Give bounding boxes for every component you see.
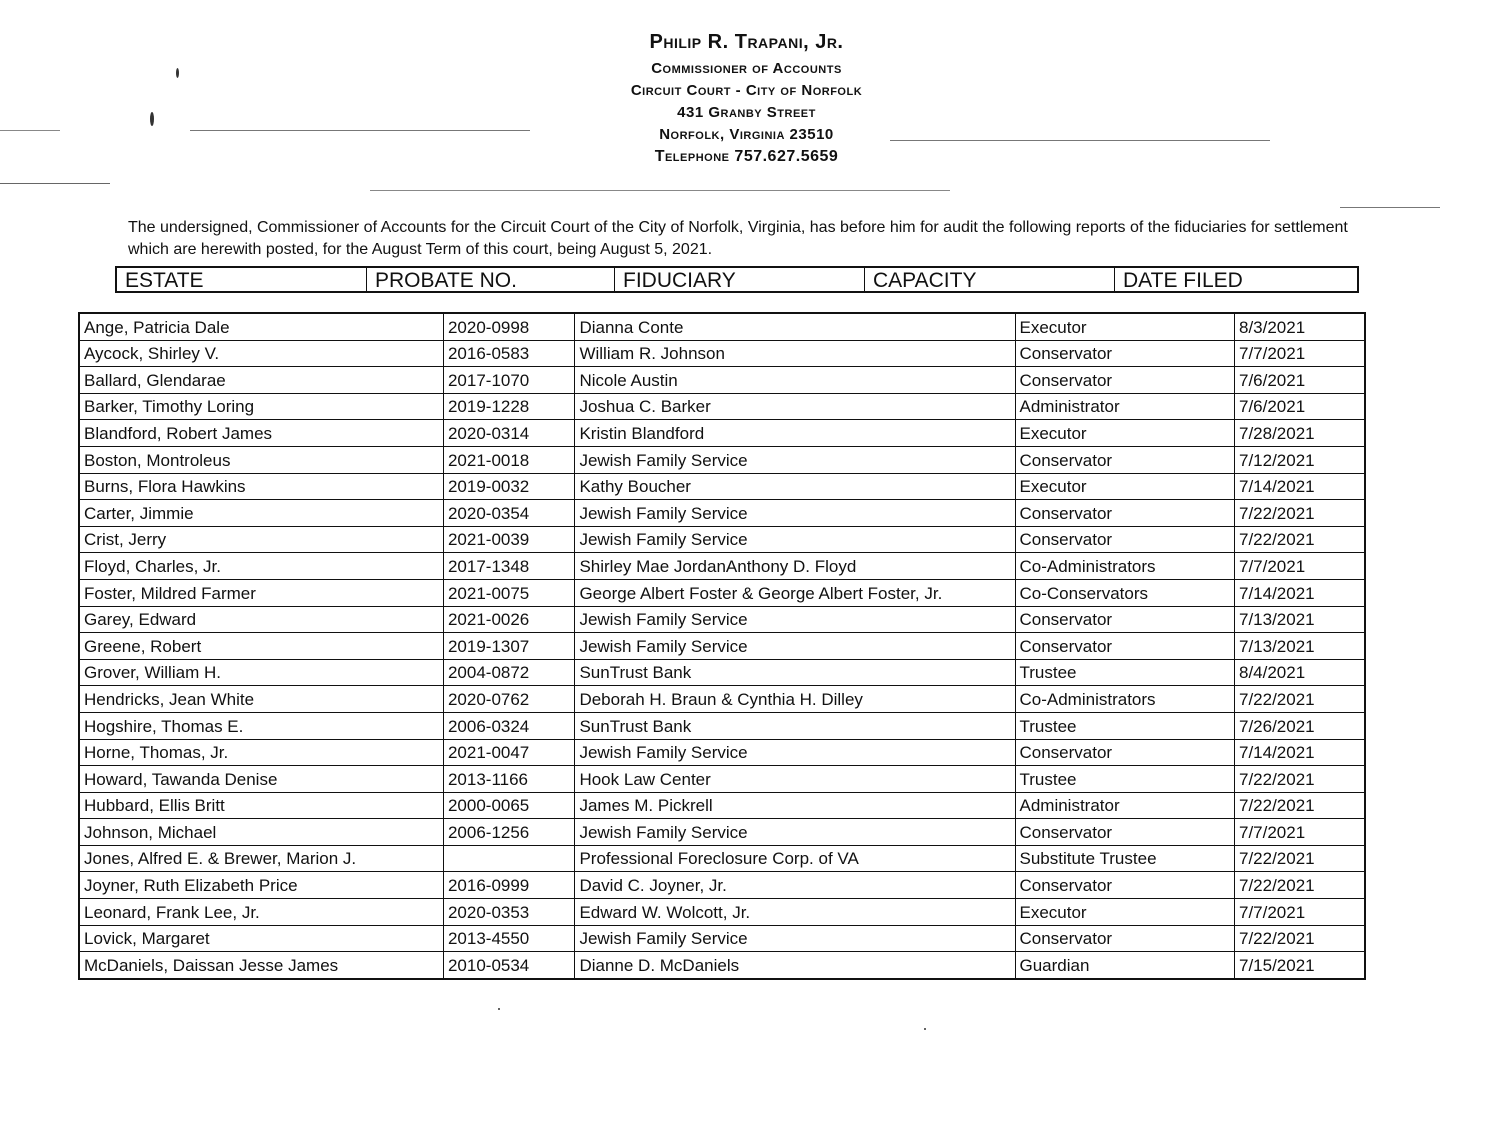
probate-no-cell: 2013-4550 bbox=[443, 925, 574, 952]
table-row bbox=[79, 606, 1365, 633]
probate-no-cell: 2006-0324 bbox=[443, 712, 574, 739]
scan-speck bbox=[924, 1028, 926, 1030]
date-filed-cell: 7/14/2021 bbox=[1235, 739, 1366, 766]
scan-speck bbox=[498, 1008, 500, 1010]
table-row bbox=[79, 420, 1365, 447]
capacity-cell: Conservator bbox=[1015, 526, 1235, 553]
probate-no-cell: 2021-0047 bbox=[443, 739, 574, 766]
fiduciary-cell: Jewish Family Service bbox=[575, 633, 1015, 660]
scan-artifact-line bbox=[370, 190, 950, 191]
probate-no-cell: 2021-0039 bbox=[443, 526, 574, 553]
table-row bbox=[79, 686, 1365, 713]
capacity-cell: Conservator bbox=[1015, 606, 1235, 633]
fiduciary-cell: Kristin Blandford bbox=[575, 420, 1015, 447]
date-filed-cell: 7/22/2021 bbox=[1235, 766, 1366, 793]
capacity-cell: Executor bbox=[1015, 473, 1235, 500]
header-estate: ESTATE bbox=[117, 268, 367, 291]
date-filed-cell: 7/22/2021 bbox=[1235, 526, 1366, 553]
table-row bbox=[79, 659, 1365, 686]
header-probate-no: PROBATE NO. bbox=[367, 268, 615, 291]
date-filed-cell: 7/7/2021 bbox=[1235, 340, 1366, 367]
estate-cell: Burns, Flora Hawkins bbox=[79, 473, 443, 500]
probate-no-cell: 2017-1348 bbox=[443, 553, 574, 580]
fiduciary-cell: Jewish Family Service bbox=[575, 500, 1015, 527]
commissioner-name: Philip R. Trapani, Jr. bbox=[649, 31, 844, 53]
capacity-cell: Conservator bbox=[1015, 819, 1235, 846]
scan-artifact-line bbox=[0, 183, 110, 184]
intro-paragraph: The undersigned, Commissioner of Accounts for the Circuit Court of the City of Norfolk, Virginia, has before him for audit the following reports of the fiduciaries for settlement which are herewith posted, for the August Term of this court, being August 5, 2021. bbox=[128, 219, 1348, 258]
capacity-cell: Co-Administrators bbox=[1015, 686, 1235, 713]
fiduciary-cell: Dianne D. McDaniels bbox=[575, 952, 1015, 979]
estate-cell: Lovick, Margaret bbox=[79, 925, 443, 952]
fiduciary-cell: SunTrust Bank bbox=[575, 712, 1015, 739]
date-filed-cell: 7/22/2021 bbox=[1235, 686, 1366, 713]
estate-cell: Ange, Patricia Dale bbox=[79, 313, 443, 340]
capacity-cell: Conservator bbox=[1015, 872, 1235, 899]
table-row bbox=[79, 553, 1365, 580]
estate-cell: McDaniels, Daissan Jesse James bbox=[79, 952, 443, 979]
estate-cell: Aycock, Shirley V. bbox=[79, 340, 443, 367]
header-fiduciary: FIDUCIARY bbox=[615, 268, 865, 291]
table-row bbox=[79, 792, 1365, 819]
commissioner-title: Commissioner of Accounts bbox=[651, 60, 842, 77]
estate-cell: Crist, Jerry bbox=[79, 526, 443, 553]
table-row bbox=[79, 952, 1365, 979]
date-filed-cell: 8/4/2021 bbox=[1235, 659, 1366, 686]
estate-cell: Carter, Jimmie bbox=[79, 500, 443, 527]
date-filed-cell: 7/13/2021 bbox=[1235, 633, 1366, 660]
street-address: 431 Granby Street bbox=[677, 104, 816, 121]
fiduciary-cell: Dianna Conte bbox=[575, 313, 1015, 340]
table-row bbox=[79, 313, 1365, 340]
estate-cell: Hendricks, Jean White bbox=[79, 686, 443, 713]
capacity-cell: Administrator bbox=[1015, 792, 1235, 819]
fiduciary-cell: James M. Pickrell bbox=[575, 792, 1015, 819]
scan-artifact-line bbox=[1340, 207, 1440, 208]
estate-cell: Grover, William H. bbox=[79, 659, 443, 686]
estate-cell: Hubbard, Ellis Britt bbox=[79, 792, 443, 819]
probate-no-cell: 2020-0353 bbox=[443, 899, 574, 926]
probate-no-cell: 2020-0998 bbox=[443, 313, 574, 340]
capacity-cell: Conservator bbox=[1015, 925, 1235, 952]
capacity-cell: Substitute Trustee bbox=[1015, 845, 1235, 872]
capacity-cell: Executor bbox=[1015, 420, 1235, 447]
date-filed-cell: 7/6/2021 bbox=[1235, 367, 1366, 394]
scan-artifact-line bbox=[0, 130, 60, 131]
scan-artifact-line bbox=[890, 140, 1270, 141]
estate-cell: Horne, Thomas, Jr. bbox=[79, 739, 443, 766]
fiduciary-cell: Jewish Family Service bbox=[575, 739, 1015, 766]
table-row bbox=[79, 925, 1365, 952]
table-row bbox=[79, 526, 1365, 553]
column-header-bar bbox=[115, 266, 1359, 293]
table-row bbox=[79, 446, 1365, 473]
date-filed-cell: 7/12/2021 bbox=[1235, 446, 1366, 473]
header-date-filed: DATE FILED bbox=[1123, 269, 1243, 292]
date-filed-cell: 7/22/2021 bbox=[1235, 925, 1366, 952]
table-body bbox=[79, 313, 1365, 979]
capacity-cell: Trustee bbox=[1015, 659, 1235, 686]
letterhead bbox=[0, 28, 1493, 168]
probate-no-cell: 2016-0999 bbox=[443, 872, 574, 899]
scan-artifact-line bbox=[190, 130, 530, 131]
capacity-cell: Conservator bbox=[1015, 446, 1235, 473]
telephone: Telephone 757.627.5659 bbox=[654, 148, 839, 165]
fiduciary-cell: Jewish Family Service bbox=[575, 819, 1015, 846]
estate-cell: Blandford, Robert James bbox=[79, 420, 443, 447]
probate-no-cell: 2021-0026 bbox=[443, 606, 574, 633]
table-row bbox=[79, 819, 1365, 846]
capacity-cell: Co-Conservators bbox=[1015, 579, 1235, 606]
date-filed-cell: 7/7/2021 bbox=[1235, 899, 1366, 926]
fiduciary-cell: David C. Joyner, Jr. bbox=[575, 872, 1015, 899]
fiduciary-reports-table bbox=[78, 312, 1366, 980]
fiduciary-cell: Jewish Family Service bbox=[575, 606, 1015, 633]
probate-no-cell: 2019-1228 bbox=[443, 393, 574, 420]
date-filed-cell: 7/14/2021 bbox=[1235, 579, 1366, 606]
probate-no-cell: 2013-1166 bbox=[443, 766, 574, 793]
fiduciary-cell: Edward W. Wolcott, Jr. bbox=[575, 899, 1015, 926]
fiduciary-cell: Nicole Austin bbox=[575, 367, 1015, 394]
date-filed-cell: 7/22/2021 bbox=[1235, 792, 1366, 819]
capacity-cell: Conservator bbox=[1015, 367, 1235, 394]
table-row bbox=[79, 712, 1365, 739]
probate-no-cell: 2017-1070 bbox=[443, 367, 574, 394]
estate-cell: Hogshire, Thomas E. bbox=[79, 712, 443, 739]
capacity-cell: Executor bbox=[1015, 899, 1235, 926]
estate-cell: Leonard, Frank Lee, Jr. bbox=[79, 899, 443, 926]
probate-no-cell: 2010-0534 bbox=[443, 952, 574, 979]
estate-cell: Barker, Timothy Loring bbox=[79, 393, 443, 420]
estate-cell: Johnson, Michael bbox=[79, 819, 443, 846]
capacity-cell: Conservator bbox=[1015, 340, 1235, 367]
date-filed-cell: 7/15/2021 bbox=[1235, 952, 1366, 979]
fiduciary-cell: Shirley Mae JordanAnthony D. Floyd bbox=[575, 553, 1015, 580]
table-row bbox=[79, 633, 1365, 660]
capacity-cell: Co-Administrators bbox=[1015, 553, 1235, 580]
scan-speck bbox=[150, 112, 154, 126]
table-row bbox=[79, 872, 1365, 899]
probate-no-cell: 2021-0018 bbox=[443, 446, 574, 473]
table-row bbox=[79, 340, 1365, 367]
fiduciary-cell: George Albert Foster & George Albert Foster, Jr. bbox=[575, 579, 1015, 606]
capacity-cell: Executor bbox=[1015, 313, 1235, 340]
probate-no-cell: 2019-0032 bbox=[443, 473, 574, 500]
fiduciary-cell: William R. Johnson bbox=[575, 340, 1015, 367]
probate-no-cell: 2021-0075 bbox=[443, 579, 574, 606]
capacity-cell: Administrator bbox=[1015, 393, 1235, 420]
estate-cell: Foster, Mildred Farmer bbox=[79, 579, 443, 606]
capacity-cell: Conservator bbox=[1015, 633, 1235, 660]
table-row bbox=[79, 473, 1365, 500]
estate-cell: Ballard, Glendarae bbox=[79, 367, 443, 394]
date-filed-cell: 7/26/2021 bbox=[1235, 712, 1366, 739]
date-filed-cell: 7/7/2021 bbox=[1235, 553, 1366, 580]
probate-no-cell: 2019-1307 bbox=[443, 633, 574, 660]
capacity-cell: Conservator bbox=[1015, 739, 1235, 766]
table-row bbox=[79, 766, 1365, 793]
capacity-cell: Guardian bbox=[1015, 952, 1235, 979]
fiduciary-cell: Jewish Family Service bbox=[575, 925, 1015, 952]
date-filed-cell: 7/22/2021 bbox=[1235, 872, 1366, 899]
table-row bbox=[79, 845, 1365, 872]
date-filed-cell: 8/3/2021 bbox=[1235, 313, 1366, 340]
date-filed-cell: 7/13/2021 bbox=[1235, 606, 1366, 633]
fiduciary-cell: Professional Foreclosure Corp. of VA bbox=[575, 845, 1015, 872]
probate-no-cell: 2020-0762 bbox=[443, 686, 574, 713]
capacity-cell: Conservator bbox=[1015, 500, 1235, 527]
capacity-cell: Trustee bbox=[1015, 766, 1235, 793]
estate-cell: Joyner, Ruth Elizabeth Price bbox=[79, 872, 443, 899]
probate-no-cell: 2006-1256 bbox=[443, 819, 574, 846]
table-row bbox=[79, 500, 1365, 527]
date-filed-cell: 7/22/2021 bbox=[1235, 500, 1366, 527]
table-row bbox=[79, 899, 1365, 926]
probate-no-cell: 2000-0065 bbox=[443, 792, 574, 819]
date-filed-cell: 7/22/2021 bbox=[1235, 845, 1366, 872]
date-filed-cell: 7/14/2021 bbox=[1235, 473, 1366, 500]
estate-cell: Garey, Edward bbox=[79, 606, 443, 633]
table-row bbox=[79, 579, 1365, 606]
court-name: Circuit Court - City of Norfolk bbox=[630, 82, 863, 99]
table-row bbox=[79, 367, 1365, 394]
date-filed-cell: 7/7/2021 bbox=[1235, 819, 1366, 846]
date-filed-cell: 7/28/2021 bbox=[1235, 420, 1366, 447]
date-filed-cell: 7/6/2021 bbox=[1235, 393, 1366, 420]
estate-cell: Howard, Tawanda Denise bbox=[79, 766, 443, 793]
probate-no-cell bbox=[443, 845, 574, 872]
fiduciary-cell: Kathy Boucher bbox=[575, 473, 1015, 500]
capacity-cell: Trustee bbox=[1015, 712, 1235, 739]
header-capacity: CAPACITY bbox=[865, 268, 1115, 291]
table-row bbox=[79, 739, 1365, 766]
table-row bbox=[79, 393, 1365, 420]
estate-cell: Greene, Robert bbox=[79, 633, 443, 660]
estate-cell: Boston, Montroleus bbox=[79, 446, 443, 473]
probate-no-cell: 2016-0583 bbox=[443, 340, 574, 367]
probate-no-cell: 2020-0354 bbox=[443, 500, 574, 527]
scan-speck bbox=[176, 68, 179, 78]
probate-no-cell: 2004-0872 bbox=[443, 659, 574, 686]
probate-no-cell: 2020-0314 bbox=[443, 420, 574, 447]
city-address: Norfolk, Virginia 23510 bbox=[659, 126, 834, 143]
fiduciary-cell: Hook Law Center bbox=[575, 766, 1015, 793]
estate-cell: Jones, Alfred E. & Brewer, Marion J. bbox=[79, 845, 443, 872]
fiduciary-cell: Jewish Family Service bbox=[575, 526, 1015, 553]
fiduciary-cell: Jewish Family Service bbox=[575, 446, 1015, 473]
fiduciary-cell: Joshua C. Barker bbox=[575, 393, 1015, 420]
estate-cell: Floyd, Charles, Jr. bbox=[79, 553, 443, 580]
fiduciary-cell: Deborah H. Braun & Cynthia H. Dilley bbox=[575, 686, 1015, 713]
fiduciary-cell: SunTrust Bank bbox=[575, 659, 1015, 686]
